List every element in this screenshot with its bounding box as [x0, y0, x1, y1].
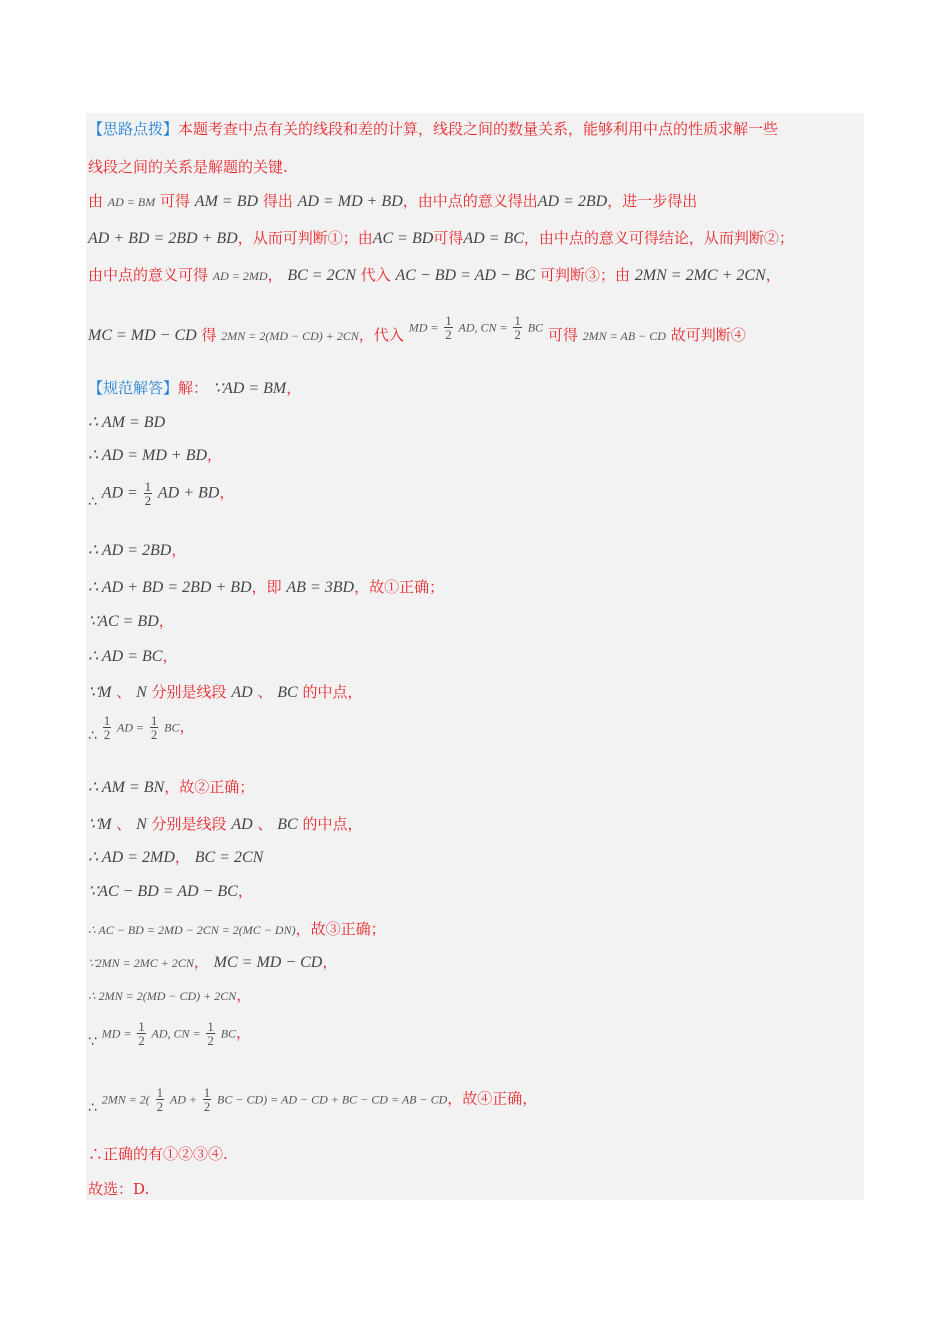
solution-tag: 【规范解答】	[88, 379, 179, 397]
solution-line-18: ∴ 2MN = 2( $\frac{1}{2}$ AD + $\frac{1}{2}$ BC − CD) = AD − CD + BC − CD = AB − CD，故④正确，	[88, 1085, 538, 1116]
solution-line-1: ∴ AM = BD	[88, 414, 166, 431]
analysis-line-4: AD + BD = 2BD + BD，从而可判断①；由AC = BD可得AD = BC，由中点的意义可得结论，从而判断②；	[88, 229, 794, 247]
solution-line-0: 【规范解答】解： ∵AD = BM，	[88, 379, 302, 397]
solution-line-11: ∵M 、 N 分别是线段 AD 、 BC 的中点，	[88, 815, 363, 833]
analysis-line-2: 线段之间的关系是解题的关键.	[88, 158, 288, 176]
fraction-half: $\frac{1}{2}$	[514, 313, 521, 342]
analysis-line-5: 由中点的意义可得 AD = 2MD， BC = 2CN 代入 AC − BD = AD − BC 可判断③；由 2MN = 2MC + 2CN，	[88, 266, 781, 284]
analysis-line-3: 由 AD = BM 可得 AM = BD 得出 AD = MD + BD，由中点的意义得出AD = 2BD，进一步得出	[88, 192, 698, 210]
solution-line-15: ∵2MN = 2MC + 2CN， MC = MD − CD，	[88, 953, 338, 971]
solution-line-17: ∵ MD = $\frac{1}{2}$ AD, CN = $\frac{1}{2}$ BC，	[88, 1019, 252, 1050]
solution-line-14: ∴ AC − BD = 2MD − 2CN = 2(MC − DN)，故③正确；	[88, 920, 386, 938]
solution-line-12: ∴ AD = 2MD， BC = 2CN	[88, 848, 264, 866]
fraction-half: $\frac{1}{2}$	[203, 1085, 211, 1114]
solution-line-2: ∴ AD = MD + BD，	[88, 446, 223, 464]
fraction-half: $\frac{1}{2}$	[144, 479, 152, 508]
solution-line-20: 故选：D.	[88, 1180, 150, 1198]
analysis-line-1: 【思路点拨】本题考查中点有关的线段和差的计算，线段之间的数量关系，能够利用中点的性质求解一些	[88, 120, 779, 138]
fraction-half: $\frac{1}{2}$	[138, 1019, 145, 1048]
solution-line-4: ∴ AD = 2BD，	[88, 541, 187, 559]
solution-line-3: ∴ AD = $\frac{1}{2}$ AD + BD，	[88, 479, 235, 510]
solution-line-5: ∴ AD + BD = 2BD + BD，即 AB = 3BD，故①正确；	[88, 578, 445, 596]
analysis-line-6: MC = MD − CD 得 $_{2MN = 2(MD - CD) + 2CN}$，代入 MD = $\frac{1}{2}$ AD, CN = $\frac{1}{2}$ BC 可得 $_{2MN = AB - CD}$ 故可判断④	[88, 313, 746, 344]
solution-line-16: ∴ 2MN = 2(MD − CD) + 2CN，	[88, 986, 252, 1004]
solution-line-9: ∴ $\frac{1}{2}$ AD = $\frac{1}{2}$ BC，	[88, 713, 195, 744]
solution-line-8: ∵M 、 N 分别是线段 AD 、 BC 的中点，	[88, 683, 363, 701]
fraction-half: $\frac{1}{2}$	[156, 1085, 164, 1114]
solution-line-7: ∴ AD = BC，	[88, 647, 178, 665]
solution-line-13: ∵AC − BD = AD − BC，	[88, 882, 253, 900]
fraction-half: $\frac{1}{2}$	[207, 1019, 214, 1048]
fraction-half: $\frac{1}{2}$	[103, 713, 111, 742]
analysis-tag: 【思路点拨】	[88, 120, 179, 138]
fraction-half: $\frac{1}{2}$	[445, 313, 452, 342]
solution-line-10: ∴ AM = BN，故②正确；	[88, 778, 255, 796]
fraction-half: $\frac{1}{2}$	[150, 713, 158, 742]
solution-line-6: ∵AC = BD，	[88, 612, 174, 630]
solution-line-19: ∴正确的有①②③④.	[88, 1145, 228, 1163]
